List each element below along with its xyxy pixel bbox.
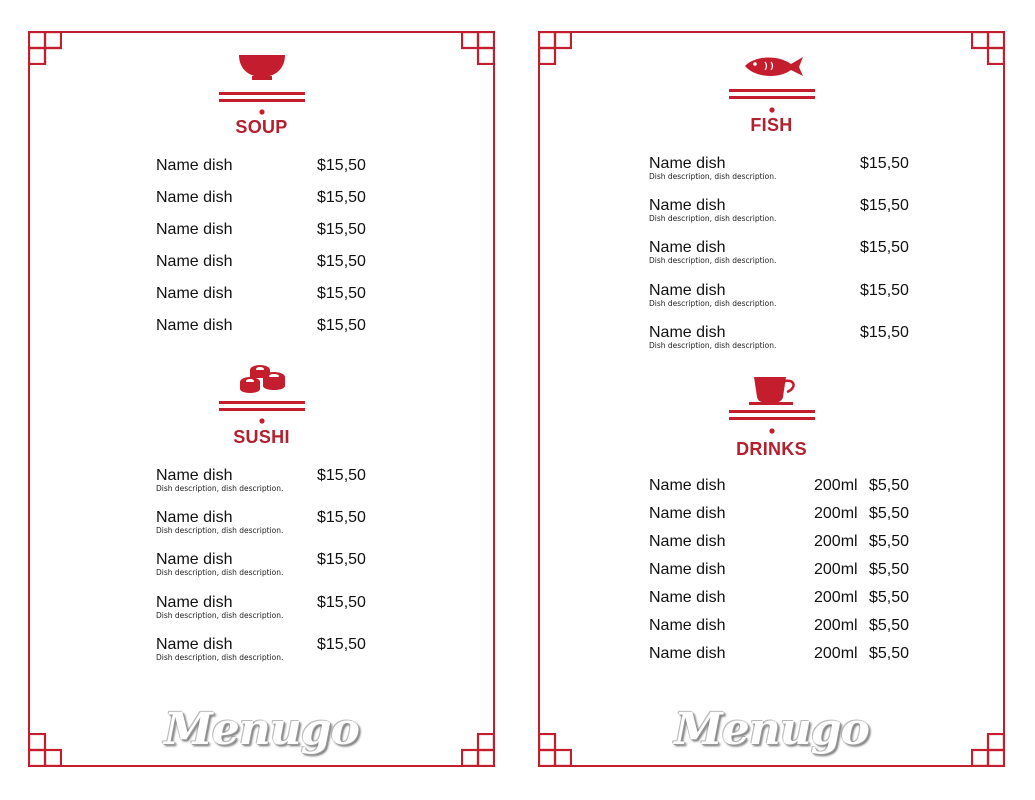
menu-item	[156, 594, 396, 624]
fish-section-header	[540, 53, 1003, 136]
menu-item	[156, 467, 396, 497]
dish-name: Name dish	[649, 561, 726, 578]
dish-price: $15,50	[860, 323, 909, 341]
dish-description: Dish description, dish description.	[649, 298, 777, 308]
bowl-icon	[217, 53, 307, 115]
dish-price: $15,50	[317, 253, 366, 270]
drink-volume: 200ml	[814, 645, 858, 662]
dish-description: Dish description, dish description.	[156, 568, 284, 578]
dish-price: $15,50	[860, 197, 909, 215]
dish-name: Name dish	[156, 317, 233, 334]
menu-item	[649, 197, 929, 227]
dish-description: Dish description, dish description.	[156, 652, 284, 662]
menu-item	[649, 282, 929, 312]
dish-name: Name dish	[649, 589, 726, 606]
section-title-drinks: DRINKS	[736, 439, 807, 459]
menu-item	[156, 636, 396, 666]
dish-name: Name dish	[156, 157, 233, 174]
dish-name: Name dish	[649, 533, 726, 550]
dish-price: $15,50	[317, 157, 366, 174]
section-title-soup: SOUP	[235, 117, 288, 137]
dish-name: Name dish	[649, 197, 726, 215]
dish-name: Name dish	[156, 509, 233, 527]
menu-item	[649, 155, 929, 185]
drink-volume: 200ml	[814, 533, 858, 550]
menugo-logo: Menugo	[674, 704, 869, 755]
dish-description: Dish description, dish description.	[156, 484, 284, 493]
menu-item	[649, 505, 929, 535]
dish-name: Name dish	[156, 635, 233, 653]
dish-description: Dish description, dish description.	[649, 172, 777, 181]
dish-price: $5,50	[869, 645, 910, 662]
dish-price: $15,50	[860, 155, 909, 172]
menu-item	[649, 239, 929, 269]
menu-page-left	[28, 31, 495, 767]
menu-item	[649, 617, 929, 647]
dish-name: Name dish	[649, 477, 726, 494]
menu-item	[156, 551, 396, 581]
menu-item	[156, 221, 396, 251]
dish-price: $5,50	[869, 589, 910, 606]
dish-name: Name dish	[156, 593, 233, 611]
menu-item	[649, 477, 929, 507]
drink-volume: 200ml	[814, 561, 858, 578]
drink-volume: 200ml	[814, 505, 858, 522]
dish-description: Dish description, dish description.	[156, 610, 284, 620]
section-title-sushi: SUSHI	[233, 427, 290, 447]
dish-description: Dish description, dish description.	[649, 340, 777, 350]
section-title-fish: FISH	[750, 115, 793, 135]
menu-item	[156, 509, 396, 539]
menu-item	[156, 189, 396, 219]
dish-price: $15,50	[317, 551, 366, 569]
menu-item	[156, 285, 396, 315]
menu-item	[649, 324, 929, 354]
dish-name: Name dish	[156, 221, 233, 238]
dish-price: $15,50	[860, 281, 909, 299]
menugo-logo: Menugo	[164, 704, 359, 755]
menu-item	[649, 561, 929, 591]
sushi-section-header	[30, 363, 493, 448]
drink-volume: 200ml	[814, 589, 858, 606]
dish-name: Name dish	[156, 253, 233, 270]
drink-volume: 200ml	[814, 617, 858, 634]
menu-item	[156, 317, 396, 347]
dish-name: Name dish	[649, 239, 726, 257]
dish-price: $15,50	[860, 239, 909, 257]
dish-price: $15,50	[317, 467, 366, 484]
drinks-section-header	[540, 375, 1003, 460]
dish-name: Name dish	[156, 551, 233, 569]
drink-volume: 200ml	[814, 477, 858, 494]
dish-price: $5,50	[869, 617, 910, 634]
dish-price: $5,50	[869, 533, 910, 550]
dish-price: $5,50	[869, 505, 910, 522]
fish-icon	[727, 53, 817, 115]
dish-price: $5,50	[869, 561, 910, 578]
dish-name: Name dish	[649, 155, 726, 172]
dish-name: Name dish	[649, 323, 726, 341]
menu-item	[156, 157, 396, 187]
dish-description: Dish description, dish description.	[649, 256, 777, 266]
dish-name: Name dish	[156, 285, 233, 302]
dish-price: $15,50	[317, 285, 366, 302]
dish-description: Dish description, dish description.	[649, 214, 777, 224]
dish-price: $5,50	[869, 477, 910, 494]
dish-price: $15,50	[317, 317, 366, 334]
menu-page-right	[538, 31, 1005, 767]
dish-name: Name dish	[649, 505, 726, 522]
dish-price: $15,50	[317, 509, 366, 527]
dish-name: Name dish	[156, 189, 233, 206]
dish-name: Name dish	[156, 467, 233, 484]
dish-price: $15,50	[317, 635, 366, 653]
dish-price: $15,50	[317, 189, 366, 206]
menu-item	[649, 533, 929, 563]
cup-icon	[727, 375, 817, 437]
soup-section-header	[30, 53, 493, 138]
dish-description: Dish description, dish description.	[156, 526, 284, 536]
menu-item	[649, 645, 929, 675]
menu-item	[156, 253, 396, 283]
menu-item	[649, 589, 929, 619]
dish-name: Name dish	[649, 645, 726, 662]
dish-name: Name dish	[649, 617, 726, 634]
dish-price: $15,50	[317, 221, 366, 238]
dish-name: Name dish	[649, 281, 726, 299]
sushi-icon	[217, 363, 307, 425]
dish-price: $15,50	[317, 593, 366, 611]
